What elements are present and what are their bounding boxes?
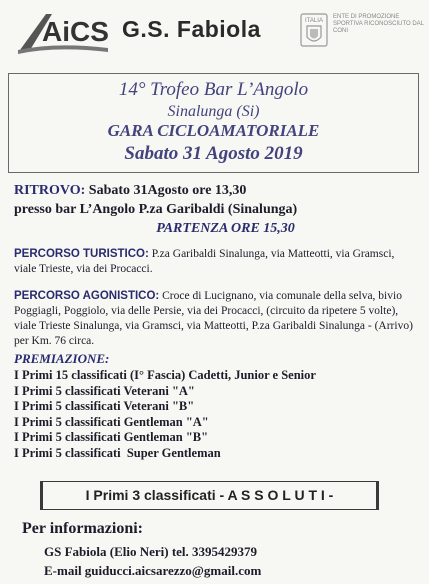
aics-logo-text: AiCS — [42, 16, 109, 47]
percorso-turistico-text: P.za Garibaldi Sinalunga, via Matteotti, via Gramsci, viale Trieste, via dei Procacci. — [14, 248, 395, 275]
club-name: G.S. Fabiola — [122, 16, 261, 42]
percorso-agonistico-text: Croce di Lucignano, via comunale della selva, bivio Poggiagli, Poggiolo, via delle Persie, via dei Procacci, (circuito da ripetere 5 volte), viale Trieste Sinalunga, via Gramsci, via Matteotti, P.za Garibaldi Sinalunga - (Arrivo) per Km. 76 circa. — [14, 290, 413, 347]
info-heading: Per informazioni: — [22, 520, 144, 537]
percorso-turistico — [14, 247, 419, 277]
list-item: I Primi 5 classificati Veterani "A" — [14, 383, 195, 398]
ritrovo-location: presso bar L’Angolo P.za Garibaldi (Sinalunga) — [14, 202, 298, 217]
percorso-agonistico — [14, 289, 419, 349]
ritrovo-label: RITROVO: — [14, 183, 86, 198]
trophy-title: 14° Trofeo Bar L’Angolo — [118, 79, 309, 100]
list-item: I Primi 5 classificati Gentleman "B" — [14, 430, 209, 445]
contact-email: E-mail guiducci.aicsarezzo@gmail.com — [44, 563, 262, 578]
percorso-turistico-label: PERCORSO TURISTICO: — [14, 248, 149, 260]
italia-seal-text: ITALIA — [305, 18, 323, 24]
list-item: I Primi 15 classificati (I° Fascia) Cadetti, Junior e Senior — [14, 368, 316, 382]
event-title-box — [8, 73, 419, 173]
percorso-agonistico-label: PERCORSO AGONISTICO: — [14, 290, 160, 302]
race-type: GARA CICLOAMATORIALE — [107, 121, 320, 140]
premiazione-heading: PREMIAZIONE: — [14, 351, 110, 366]
list-item: I Primi 5 classificati Veterani "B" — [14, 399, 195, 414]
coni-recognition-text: ENTE DI PROMOZIONE SPORTIVA RICONOSCIUTO DAL CONI — [333, 14, 424, 34]
list-item: I Primi 5 classificati Gentleman "A" — [14, 414, 209, 429]
event-date: Sabato 31 Agosto 2019 — [124, 143, 303, 164]
ritrovo-line — [14, 183, 246, 199]
event-location: Sinalunga (Si) — [167, 103, 260, 120]
contact-phone: GS Fabiola (Elio Neri) tel. 3395429379 — [44, 544, 258, 559]
premiazione-list — [14, 368, 316, 462]
departure-time: PARTENZA ORE 15,30 — [156, 221, 295, 236]
italia-seal-icon — [300, 13, 328, 47]
list-item: I Primi 5 classificati Super Gentleman — [14, 445, 221, 460]
aics-logo — [16, 8, 114, 56]
ritrovo-text: Sabato 31Agosto ore 13,30 — [85, 183, 247, 198]
assoluti-banner: I Primi 3 classificati - A S S O L U T I - — [40, 481, 379, 510]
